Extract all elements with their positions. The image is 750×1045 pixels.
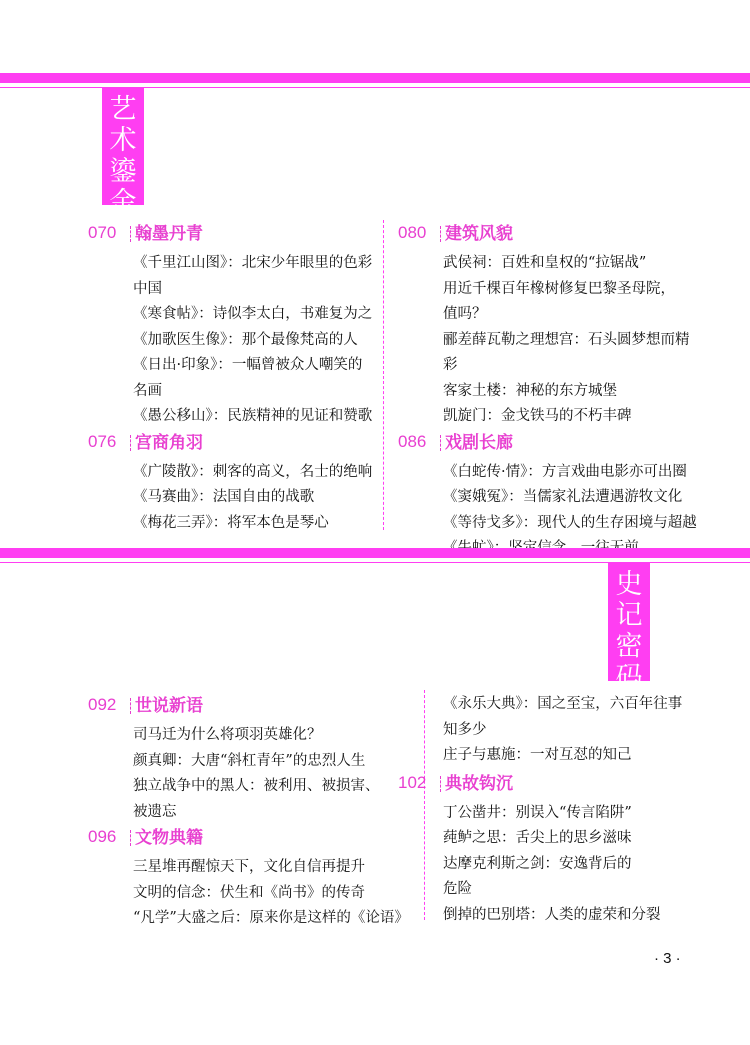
- column-divider: [383, 220, 384, 530]
- toc-entry[interactable]: 被遗忘: [133, 803, 177, 820]
- page-number-label: 080: [398, 223, 427, 242]
- page-number: · 3 ·: [654, 950, 681, 967]
- category-title: 建筑风貌: [445, 224, 513, 244]
- toc-entry[interactable]: 《马赛曲》：法国自由的战歌: [133, 489, 315, 505]
- toc-column-right: [398, 223, 698, 562]
- toc-entry[interactable]: 三星堆再醒惊天下，文化自信再提升: [133, 859, 365, 875]
- toc-entry[interactable]: 司马迁为什么将项羽英雄化？: [133, 727, 322, 743]
- toc-entry[interactable]: 郦差薛瓦勒之理想宫：石头圆梦想而精彩: [443, 331, 690, 373]
- category-title: 世说新语: [135, 696, 203, 716]
- category-title: 翰墨丹青: [135, 224, 203, 244]
- toc-group: [88, 223, 378, 430]
- toc-entry[interactable]: 知多少: [443, 721, 487, 738]
- toc-group: [88, 827, 418, 932]
- toc-group: [398, 223, 698, 430]
- toc-entry[interactable]: 《窦娥冤》：当儒家礼法遭遇游牧文化: [443, 489, 683, 505]
- section-title-art: 艺 术 鎏 金: [102, 88, 144, 205]
- toc-entry[interactable]: 《日出·印象》：一幅曾被众人嘲笑的: [133, 357, 363, 373]
- page-number-label: 086: [398, 431, 427, 451]
- toc-entry[interactable]: 颜真卿：大唐“斜杠青年”的忠烈人生: [133, 752, 366, 769]
- toc-entry[interactable]: 凯旋门：金戈铁马的不朽丰碑: [443, 408, 632, 424]
- toc-entry[interactable]: 名画: [133, 382, 162, 399]
- toc-entry[interactable]: 武侯祠：百姓和皇权的“拉锯战”: [443, 255, 647, 271]
- toc-entry[interactable]: 用近千棵百年橡树修复巴黎圣母院，: [443, 280, 675, 297]
- toc-entry[interactable]: 《加歌医生像》：那个最像梵高的人: [133, 331, 358, 348]
- toc-entry[interactable]: 独立战争中的黑人：被利用、被损害、: [133, 778, 380, 794]
- toc-entry[interactable]: 庄子与惠施：一对互怼的知己: [443, 747, 632, 763]
- toc-entry[interactable]: “凡学”大盛之后：原来你是这样的《论语》: [133, 910, 409, 926]
- toc-entry[interactable]: 《千里江山图》：北宋少年眼里的色彩: [133, 255, 373, 271]
- toc-column-right: [398, 692, 698, 928]
- page-number-label: 092: [88, 695, 117, 714]
- middle-accent-band: [0, 548, 750, 558]
- toc-group-continued: [398, 692, 698, 769]
- toc-entry[interactable]: 莼鲈之思：舌尖上的思乡滋味: [443, 830, 632, 846]
- top-accent-band: [0, 73, 750, 83]
- toc-entry[interactable]: 危险: [443, 881, 472, 897]
- section-title-history: 史 记 密 码: [608, 563, 650, 681]
- toc-column-left: [88, 223, 378, 536]
- toc-entry[interactable]: 丁公凿井：别误入“传言陷阱”: [443, 804, 632, 821]
- toc-entry[interactable]: 《梅花三弄》：将军本色是琴心: [133, 514, 329, 531]
- toc-entry[interactable]: 文明的信念：伏生和《尚书》的传奇: [133, 884, 365, 901]
- toc-entry[interactable]: 倒掉的巴别塔：人类的虚荣和分裂: [443, 906, 661, 923]
- toc-entry[interactable]: 《寒食帖》：诗似李太白，书难复为之: [133, 306, 373, 322]
- page-number-label: 102: [398, 772, 427, 792]
- toc-entry[interactable]: 值吗？: [443, 306, 487, 322]
- toc-group: [88, 432, 378, 537]
- category-title: 宫商角羽: [135, 432, 203, 453]
- toc-group: [398, 432, 698, 562]
- toc-entry[interactable]: 《广陵散》：刺客的高义，名士的绝响: [133, 463, 373, 480]
- category-title: 戏剧长廊: [445, 432, 513, 453]
- toc-entry[interactable]: 客家土楼：神秘的东方城堡: [443, 382, 617, 399]
- toc-column-left: [88, 695, 418, 932]
- toc-entry[interactable]: 《愚公移山》：民族精神的见证和赞歌: [133, 408, 373, 424]
- page-number-label: 076: [88, 431, 117, 451]
- page-number-label: 096: [88, 827, 117, 846]
- category-title: 文物典籍: [135, 828, 203, 848]
- toc-group: [398, 773, 698, 929]
- toc-entry[interactable]: 《等待戈多》：现代人的生存困境与超越: [443, 514, 697, 531]
- toc-entry[interactable]: 达摩克利斯之剑：安逸背后的: [443, 855, 632, 872]
- page-number-label: 070: [88, 223, 117, 242]
- category-title: 典故钩沉: [445, 773, 513, 794]
- toc-entry[interactable]: 《永乐大典》：国之至宝，六百年往事: [443, 696, 683, 712]
- toc-entry[interactable]: 《白蛇传·情》：方言戏曲电影亦可出圈: [443, 463, 687, 480]
- toc-entry[interactable]: 中国: [133, 280, 162, 297]
- toc-group: [88, 695, 418, 825]
